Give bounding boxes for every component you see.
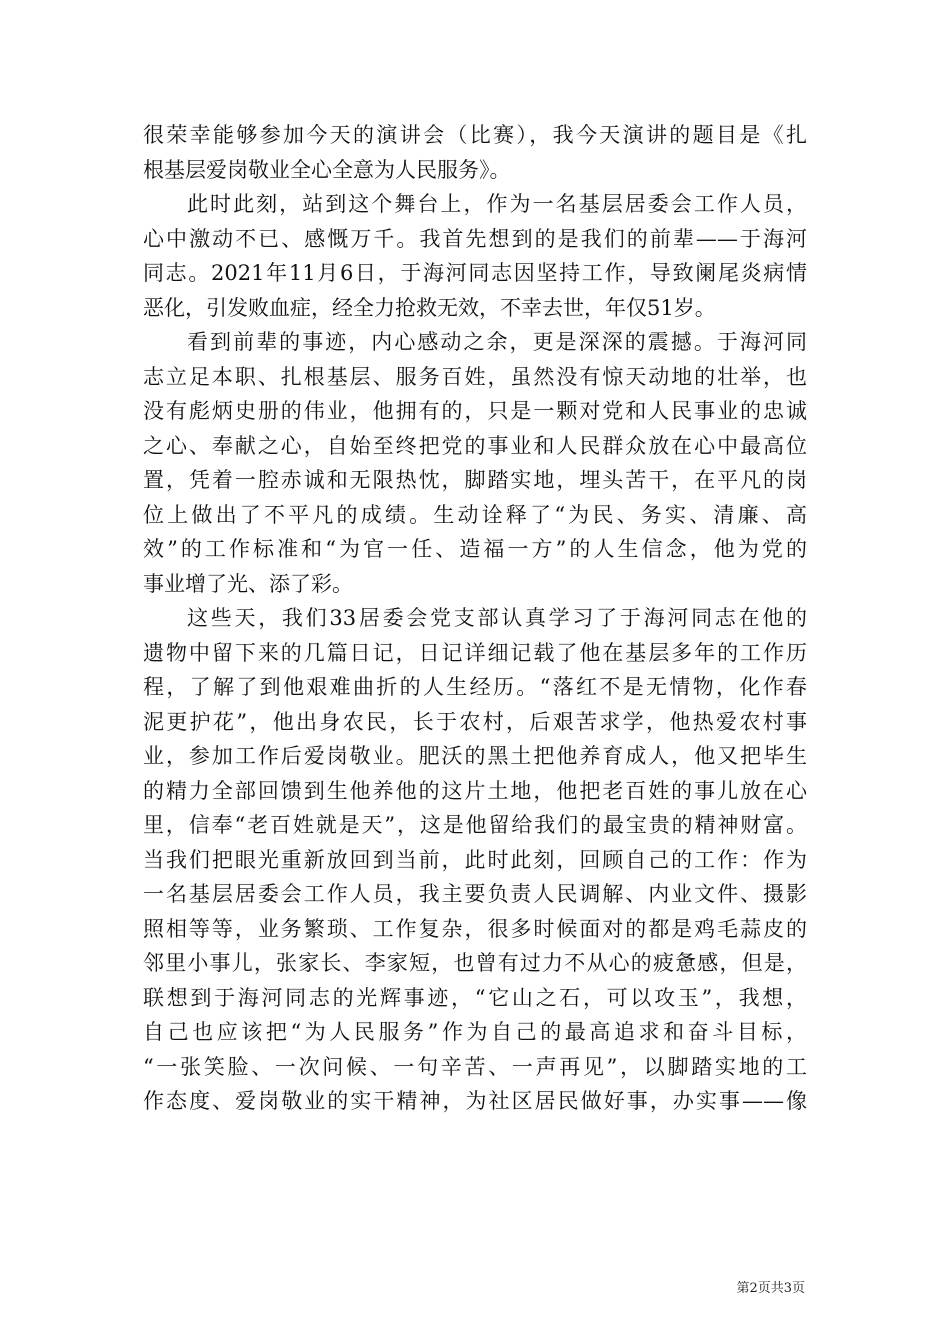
text-line: 同志。2021年11月6日，于海河同志因坚持工作，导致阑尾炎病情 <box>143 261 807 285</box>
text-line: 恶化，引发败血症，经全力抢救无效，不幸去世，年仅51岁。 <box>143 295 716 320</box>
text-line: 看到前辈的事迹，内心感动之余，更是深深的震撼。于海河同 <box>187 330 807 354</box>
text-line: 效”的工作标准和“为官一任、造福一方”的人生信念，他为党的 <box>143 537 807 561</box>
text-line: 泥更护花”，他出身农民，长于农村，后艰苦求学，他热爱农村事 <box>143 709 807 734</box>
text-line: 里，信奉“老百姓就是天”，这是他留给我们的最宝贵的精神财富。 <box>143 813 807 837</box>
text-line: 置，凭着一腔赤诚和无限热忱，脚踏实地，埋头苦干，在平凡的岗 <box>143 468 807 492</box>
text-line: 志立足本职、扎根基层、服务百姓，虽然没有惊天动地的壮举，也 <box>143 364 807 389</box>
text-line: 当我们把眼光重新放回到当前，此时此刻，回顾自己的工作：作为 <box>143 847 807 872</box>
text-line: 心中激动不已、感慨万千。我首先想到的是我们的前辈——于海河 <box>143 226 807 251</box>
text-line: 位上做出了不平凡的成绩。生动诠释了“为民、务实、清廉、高 <box>143 502 807 527</box>
text-line: 遗物中留下来的几篇日记，日记详细记载了他在基层多年的工作历 <box>143 640 807 665</box>
text-line: 自己也应该把“为人民服务”作为自己的最高追求和奋斗目标， <box>143 1020 807 1044</box>
text-line: 业，参加工作后爱岗敬业。肥沃的黑土把他养育成人，他又把毕生 <box>143 744 807 768</box>
text-line: 邻里小事儿，张家长、李家短，也曾有过力不从心的疲惫感，但是， <box>143 951 807 975</box>
text-line: 这些天，我们33居委会党支部认真学习了于海河同志在他的 <box>187 606 807 630</box>
text-line: 很荣幸能够参加今天的演讲会（比赛），我今天演讲的题目是《扎 <box>143 123 807 147</box>
text-line: 作态度、爱岗敬业的实干精神，为社区居民做好事，办实事——像 <box>143 1089 807 1113</box>
speech-body <box>143 118 807 1119</box>
text-line: 的精力全部回馈到生他养他的这片土地，他把老百姓的事儿放在心 <box>143 778 807 803</box>
page-number-footer: 第2页共3页 <box>736 1281 805 1296</box>
text-line: 一名基层居委会工作人员，我主要负责人民调解、内业文件、摄影 <box>143 882 807 906</box>
text-line: 程，了解了到他艰难曲折的人生经历。“落红不是无情物，化作春 <box>143 675 807 699</box>
text-line: 联想到于海河同志的光辉事迹，“它山之石，可以攻玉”，我想， <box>143 985 807 1010</box>
text-line: 此时此刻，站到这个舞台上，作为一名基层居委会工作人员， <box>187 192 807 216</box>
text-line: 之心、奉献之心，自始至终把党的事业和人民群众放在心中最高位 <box>143 433 807 458</box>
text-line: 事业增了光、添了彩。 <box>143 571 353 596</box>
text-line: 照相等等，业务繁琐、工作复杂，很多时候面对的都是鸡毛蒜皮的 <box>143 916 807 941</box>
text-line: “一张笑脸、一次问候、一句辛苦、一声再见”，以脚踏实地的工 <box>143 1054 807 1079</box>
text-line: 没有彪炳史册的伟业，他拥有的，只是一颗对党和人民事业的忠诚 <box>143 399 807 423</box>
text-line: 根基层爱岗敬业全心全意为人民服务》。 <box>143 157 511 182</box>
